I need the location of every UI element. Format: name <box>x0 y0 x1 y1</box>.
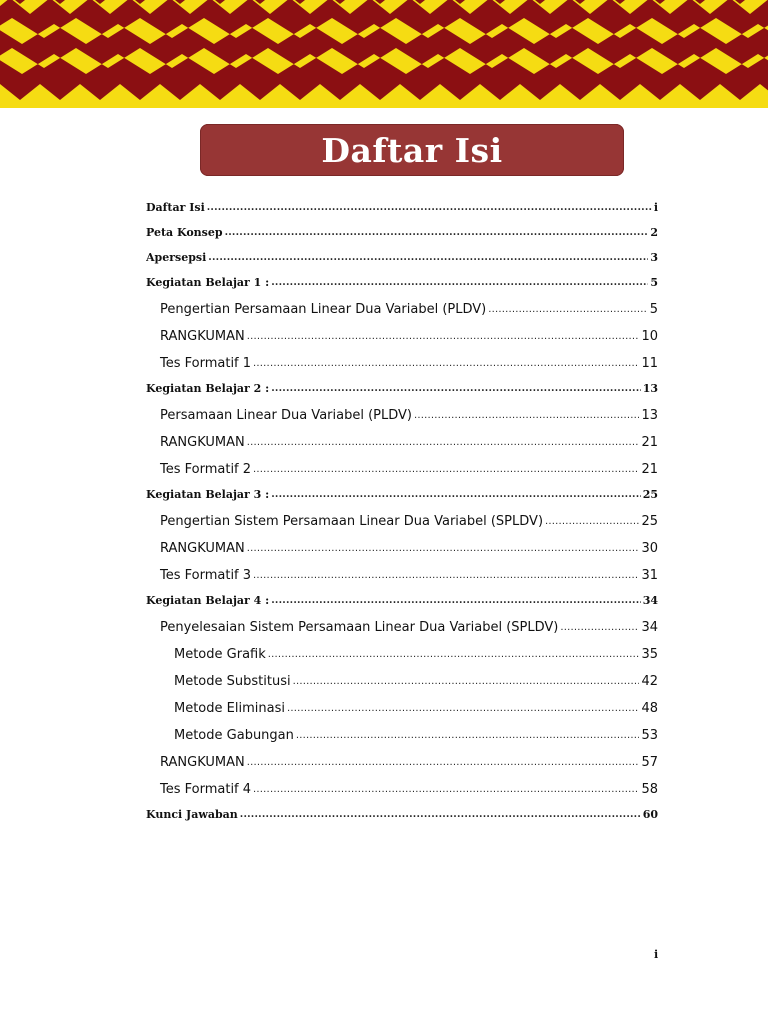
toc-entry[interactable] <box>146 672 658 699</box>
toc-entry[interactable] <box>146 300 658 327</box>
toc-entry-page: 25 <box>642 488 658 501</box>
toc-entry-page: 53 <box>641 728 658 743</box>
toc-entry-label: RANGKUMAN <box>160 755 245 770</box>
toc-entry-page: 21 <box>641 435 658 450</box>
toc-entry-label: RANGKUMAN <box>160 435 245 450</box>
toc-entry-page: 21 <box>641 462 658 477</box>
toc-entry-label: Tes Formatif 1 <box>160 356 252 371</box>
toc-dot-leader <box>287 699 640 712</box>
toc-entry-label: Metode Gabungan <box>174 728 294 743</box>
toc-entry-page: 58 <box>641 782 658 797</box>
toc-entry-label: RANGKUMAN <box>160 329 245 344</box>
toc-dot-leader <box>488 300 647 313</box>
toc-dot-leader <box>271 593 640 604</box>
toc-entry-page: 5 <box>650 276 658 289</box>
toc-dot-leader <box>240 807 641 818</box>
toc-entry-page: 11 <box>641 356 658 371</box>
toc-entry-page: 25 <box>641 514 658 529</box>
toc-entry-label: Kunci Jawaban <box>146 808 238 821</box>
toc-dot-leader <box>271 275 648 286</box>
toc-entry[interactable] <box>146 618 658 645</box>
toc-entry[interactable] <box>146 487 658 512</box>
toc-entry-label: Tes Formatif 4 <box>160 782 252 797</box>
table-of-contents <box>146 200 658 832</box>
toc-entry-page: 13 <box>642 382 658 395</box>
toc-dot-leader <box>247 753 640 766</box>
toc-dot-leader <box>253 566 639 579</box>
toc-dot-leader <box>296 726 640 739</box>
toc-entry-page: 48 <box>641 701 658 716</box>
footer-page-number: i <box>654 948 659 961</box>
toc-dot-leader <box>545 512 639 525</box>
toc-entry-label: Tes Formatif 3 <box>160 568 252 583</box>
toc-entry[interactable] <box>146 327 658 354</box>
zigzag-pattern <box>0 0 768 108</box>
toc-entry-label: Kegiatan Belajar 4 : <box>146 594 270 607</box>
toc-dot-leader <box>207 200 652 211</box>
toc-entry[interactable] <box>146 726 658 753</box>
toc-entry[interactable] <box>146 780 658 807</box>
toc-entry[interactable] <box>146 645 658 672</box>
toc-entry-label: Metode Grafik <box>174 647 266 662</box>
toc-entry-label: Kegiatan Belajar 1 : <box>146 276 270 289</box>
toc-entry[interactable] <box>146 460 658 487</box>
title-box <box>200 124 624 176</box>
toc-entry-label: Persamaan Linear Dua Variabel (PLDV) <box>160 408 412 423</box>
toc-dot-leader <box>247 327 640 340</box>
toc-entry[interactable] <box>146 406 658 433</box>
toc-entry-label: Pengertian Persamaan Linear Dua Variabel (PLDV) <box>160 302 487 317</box>
toc-dot-leader <box>271 381 640 392</box>
toc-entry[interactable] <box>146 512 658 539</box>
toc-dot-leader <box>225 225 649 236</box>
toc-entry-label: Pengertian Sistem Persamaan Linear Dua Variabel (SPLDV) <box>160 514 544 529</box>
toc-entry-page: 2 <box>650 226 658 239</box>
toc-entry[interactable] <box>146 433 658 460</box>
toc-entry-page: 31 <box>641 568 658 583</box>
toc-entry-page: 35 <box>641 647 658 662</box>
toc-dot-leader <box>208 250 648 261</box>
toc-entry[interactable] <box>146 753 658 780</box>
toc-dot-leader <box>253 780 639 793</box>
toc-entry-label: Apersepsi <box>146 251 207 264</box>
toc-entry-page: i <box>653 201 658 214</box>
toc-entry[interactable] <box>146 275 658 300</box>
toc-entry-page: 30 <box>641 541 658 556</box>
toc-entry-page: 10 <box>641 329 658 344</box>
toc-dot-leader <box>268 645 640 658</box>
toc-entry-page: 60 <box>642 808 658 821</box>
toc-entry-label: Penyelesaian Sistem Persamaan Linear Dua Variabel (SPLDV) <box>160 620 559 635</box>
toc-entry[interactable] <box>146 539 658 566</box>
toc-entry-label: RANGKUMAN <box>160 541 245 556</box>
toc-dot-leader <box>247 539 640 552</box>
toc-entry[interactable] <box>146 381 658 406</box>
toc-dot-leader <box>271 487 640 498</box>
toc-entry[interactable] <box>146 200 658 225</box>
toc-entry-page: 34 <box>642 594 658 607</box>
toc-entry-page: 42 <box>641 674 658 689</box>
toc-dot-leader <box>414 406 639 419</box>
toc-entry-label: Kegiatan Belajar 2 : <box>146 382 270 395</box>
toc-entry[interactable] <box>146 699 658 726</box>
decorative-zigzag-banner <box>0 0 768 108</box>
toc-entry-label: Tes Formatif 2 <box>160 462 252 477</box>
toc-dot-leader <box>560 618 639 631</box>
toc-entry-page: 5 <box>649 302 658 317</box>
toc-dot-leader <box>293 672 640 685</box>
toc-dot-leader <box>253 460 639 473</box>
toc-entry-label: Metode Eliminasi <box>174 701 285 716</box>
toc-entry-label: Peta Konsep <box>146 226 223 239</box>
toc-entry-page: 34 <box>641 620 658 635</box>
toc-entry[interactable] <box>146 250 658 275</box>
toc-entry-page: 57 <box>641 755 658 770</box>
toc-entry-label: Daftar Isi <box>146 201 205 214</box>
toc-entry-label: Metode Substitusi <box>174 674 291 689</box>
toc-entry-label: Kegiatan Belajar 3 : <box>146 488 270 501</box>
toc-entry[interactable] <box>146 807 658 832</box>
toc-entry[interactable] <box>146 566 658 593</box>
toc-entry[interactable] <box>146 593 658 618</box>
toc-dot-leader <box>247 433 640 446</box>
toc-entry[interactable] <box>146 225 658 250</box>
page-title: Daftar Isi <box>321 130 503 170</box>
toc-entry-page: 13 <box>641 408 658 423</box>
toc-entry[interactable] <box>146 354 658 381</box>
toc-dot-leader <box>253 354 639 367</box>
toc-entry-page: 3 <box>650 251 658 264</box>
